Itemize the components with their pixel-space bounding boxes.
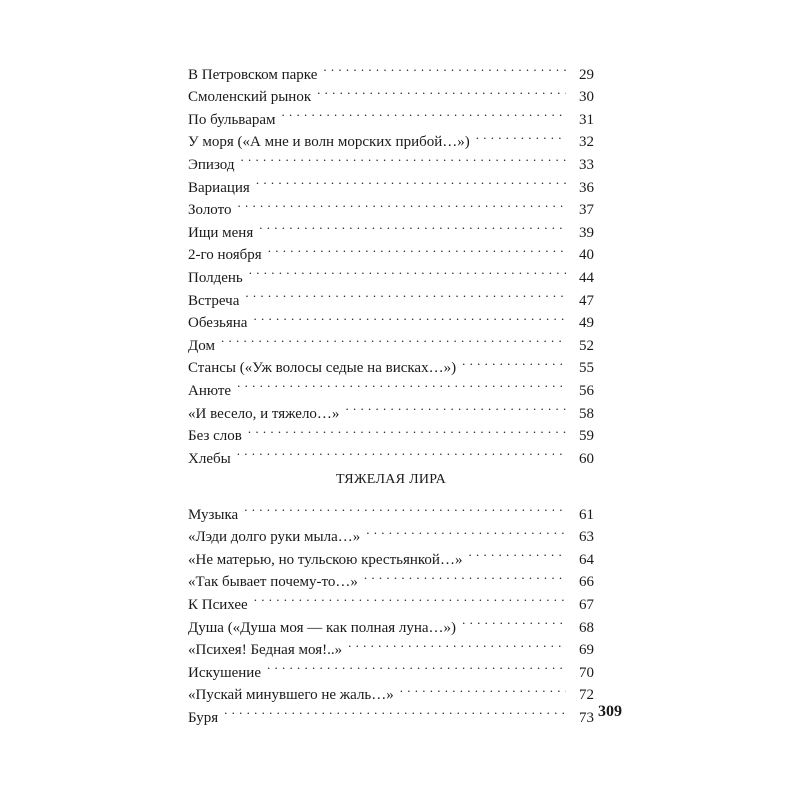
toc-entry-page: 67 [579, 596, 594, 613]
toc-entry [188, 259, 594, 286]
dot-leader [268, 237, 566, 260]
toc-entry-title: Полдень [188, 269, 243, 286]
toc-entry-title: Музыка [188, 506, 239, 523]
toc-entry-title: Обезьяна [188, 315, 248, 332]
toc-entry [188, 282, 594, 309]
toc-entry-title: Искушение [188, 664, 261, 681]
dot-leader [221, 327, 566, 350]
dot-leader [345, 395, 566, 418]
toc-entry-title: «Не матерью, но тульскою крестьянкой…» [188, 551, 463, 568]
dot-leader [248, 418, 566, 441]
toc-entry-title: Анюте [188, 382, 232, 399]
toc-entry-title: Золото [188, 202, 232, 219]
toc-entry-page: 30 [579, 89, 594, 106]
dot-leader [244, 496, 566, 519]
toc-entry-title: «Так бывает почему-то…» [188, 574, 358, 591]
toc-entry-page: 63 [579, 529, 594, 546]
toc-entry-page: 44 [579, 269, 594, 286]
toc-entry-title: «Лэди долго руки мыла…» [188, 529, 361, 546]
toc-entry [188, 496, 594, 523]
toc-entry-page: 56 [579, 382, 594, 399]
section-heading: ТЯЖЕЛАЯ ЛИРА [335, 472, 447, 487]
toc-entry [188, 395, 594, 422]
toc-entry [188, 146, 594, 173]
toc-entry-title: Смоленский рынок [188, 89, 312, 106]
toc-entry-page: 32 [579, 134, 594, 151]
toc-entry-title: Без слов [188, 428, 242, 445]
dot-leader [224, 699, 566, 722]
toc-entry [188, 305, 594, 332]
toc-entry-page: 66 [579, 574, 594, 591]
dot-leader [400, 677, 566, 700]
dot-leader [254, 586, 566, 609]
toc-entry-page: 60 [579, 450, 594, 467]
toc-entry-title: Хлебы [188, 450, 231, 467]
dot-leader [366, 519, 566, 542]
dot-leader [364, 564, 566, 587]
toc-entry-title: «Психея! Бедная моя!..» [188, 642, 343, 659]
toc-entry-page: 61 [579, 506, 594, 523]
toc-entry [188, 519, 594, 546]
toc-entry-title: Встреча [188, 292, 240, 309]
toc-entry-page: 49 [579, 315, 594, 332]
toc-entry-title: Вариация [188, 179, 250, 196]
dot-leader [249, 259, 566, 282]
toc-entry-page: 59 [579, 428, 594, 445]
dot-leader [237, 440, 566, 463]
toc-entry-page: 36 [579, 179, 594, 196]
dot-leader [317, 79, 566, 102]
dot-leader [259, 214, 566, 237]
dot-leader [241, 146, 567, 169]
toc-entry-title: В Петровском парке [188, 66, 318, 83]
toc-entry-title: Душа («Душа моя — как полная луна…») [188, 619, 457, 636]
dot-leader [462, 609, 566, 632]
dot-leader [348, 632, 566, 655]
toc-entry-page: 55 [579, 360, 594, 377]
toc-entry-page: 58 [579, 405, 594, 422]
toc-entry-page: 33 [579, 156, 594, 173]
toc-entry [188, 214, 594, 241]
toc-entry-page: 37 [579, 202, 594, 219]
toc-entry-page: 29 [579, 66, 594, 83]
toc-entry-page: 68 [579, 619, 594, 636]
toc-entry [188, 350, 594, 377]
toc-entry-page: 31 [579, 111, 594, 128]
toc-list [188, 56, 594, 467]
toc-entry-page: 73 [579, 709, 594, 726]
toc-entry [188, 169, 594, 196]
dot-leader [237, 372, 566, 395]
dot-leader [323, 56, 566, 79]
toc-entry [188, 192, 594, 219]
dot-leader [237, 192, 566, 215]
toc-entry-title: «Пускай минувшего не жаль…» [188, 687, 394, 704]
toc-entry-title: Стансы («Уж волосы седые на висках…») [188, 360, 457, 377]
dot-leader [256, 169, 566, 192]
toc-entry-title: 2-го ноября [188, 247, 262, 264]
toc-entry-page: 40 [579, 247, 594, 264]
toc-entry [188, 440, 594, 467]
toc-entry-title: Эпизод [188, 156, 235, 173]
toc-entry-page: 70 [579, 664, 594, 681]
toc-entry-title: «И весело, и тяжело…» [188, 405, 340, 422]
toc-entry-page: 47 [579, 292, 594, 309]
toc-entry-title: По бульварам [188, 111, 276, 128]
toc-entry-page: 72 [579, 687, 594, 704]
toc-entry [188, 418, 594, 445]
dot-leader [468, 541, 566, 564]
toc-entry [188, 56, 594, 83]
toc-entry-title: Дом [188, 337, 215, 354]
dot-leader [282, 101, 566, 124]
toc-entry [188, 372, 594, 399]
toc-entry-title: У моря («А мне и волн морских прибой…») [188, 134, 470, 151]
toc-entry-title: Ищи меня [188, 224, 254, 241]
dot-leader [267, 654, 566, 677]
dot-leader [253, 305, 566, 328]
toc-entry-title: Буря [188, 709, 219, 726]
toc-list [188, 496, 594, 726]
toc-entry-page: 52 [579, 337, 594, 354]
toc-entry-title: К Психее [188, 596, 248, 613]
toc-entry [188, 327, 594, 354]
toc-entry-page: 69 [579, 642, 594, 659]
page-number: 309 [598, 703, 622, 720]
dot-leader [245, 282, 566, 305]
toc-entry-page: 39 [579, 224, 594, 241]
toc-entry-page: 64 [579, 551, 594, 568]
dot-leader [462, 350, 566, 373]
toc-entry [188, 699, 594, 726]
dot-leader [476, 124, 566, 147]
